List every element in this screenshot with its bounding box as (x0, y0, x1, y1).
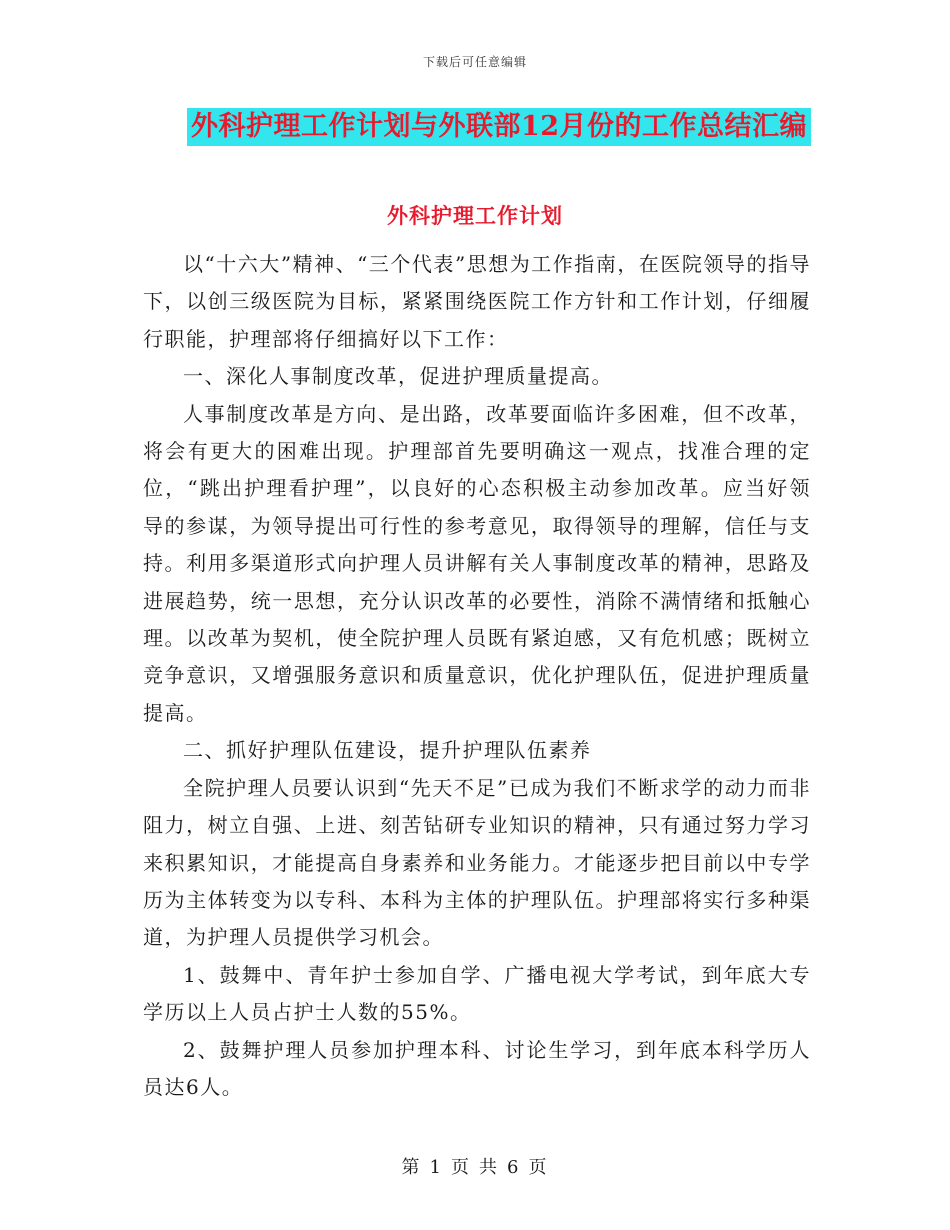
section-title: 外科护理工作计划 (387, 203, 563, 228)
footer-page-word: 页 (451, 1157, 471, 1178)
paragraph: 人事制度改革是方向、是出路，改革要面临许多困难，但不改革，将会有更大的困难出现。护理部首先要明确这一观点，找准合理的定位，“跳出护理看护理”，以良好的心态积极主动参加改革。应当好领导的参谋，为领导提出可行性的参考意见，取得领导的理解，信任与支持。利用多渠道形式向护理人员讲解有关人事制度改革的精神，思路及进展趋势，统一思想，充分认识改革的必要性，消除不满情绪和抵触心理。以改革为契机，使全院护理人员既有紧迫感，又有危机感；既树立竞争意识，又增强服务意识和质量意识，优化护理队伍，促进护理质量提高。 (143, 401, 811, 725)
page-footer (0, 1153, 950, 1179)
footer-total-word: 共 (479, 1157, 499, 1178)
header-note: 下载后可任意编辑 (422, 55, 527, 69)
paragraph: 二、抓好护理队伍建设，提升护理队伍素养 (183, 738, 592, 763)
current-page-number: 1 (429, 1157, 443, 1178)
paragraph: 一、深化人事制度改革，促进护理质量提高。 (183, 364, 613, 389)
paragraph: 2、鼓舞护理人员参加护理本科、讨论生学习，到年底本科学历人员达6人。 (143, 1037, 811, 1099)
paragraph: 全院护理人员要认识到“先天不足”已成为我们不断求学的动力而非阻力，树立自强、上进、刻苦钻研专业知识的精神，只有通过努力学习来积累知识，才能提高自身素养和业务能力。才能逐步把目前以中专学历为主体转变为以专科、本科为主体的护理队伍。护理部将实行多种渠道，为护理人员提供学习机会。 (143, 775, 811, 950)
document-title: 外科护理工作计划与外联部12月份的工作总结汇编 (187, 108, 811, 146)
paragraph: 1、鼓舞中、青年护士参加自学、广播电视大学考试，到年底大专学历以上人员占护士人数的55%。 (143, 962, 811, 1025)
document-body (143, 246, 811, 1106)
footer-suffix: 页 (528, 1157, 549, 1178)
document-title-container (0, 108, 950, 146)
footer-prefix: 第 (401, 1157, 422, 1178)
total-page-count: 6 (507, 1157, 521, 1178)
paragraph: 以“十六大”精神、“三个代表”思想为工作指南，在医院领导的指导下，以创三级医院为目标，紧紧围绕医院工作方针和工作计划，仔细履行职能，护理部将仔细搞好以下工作： (143, 252, 811, 351)
